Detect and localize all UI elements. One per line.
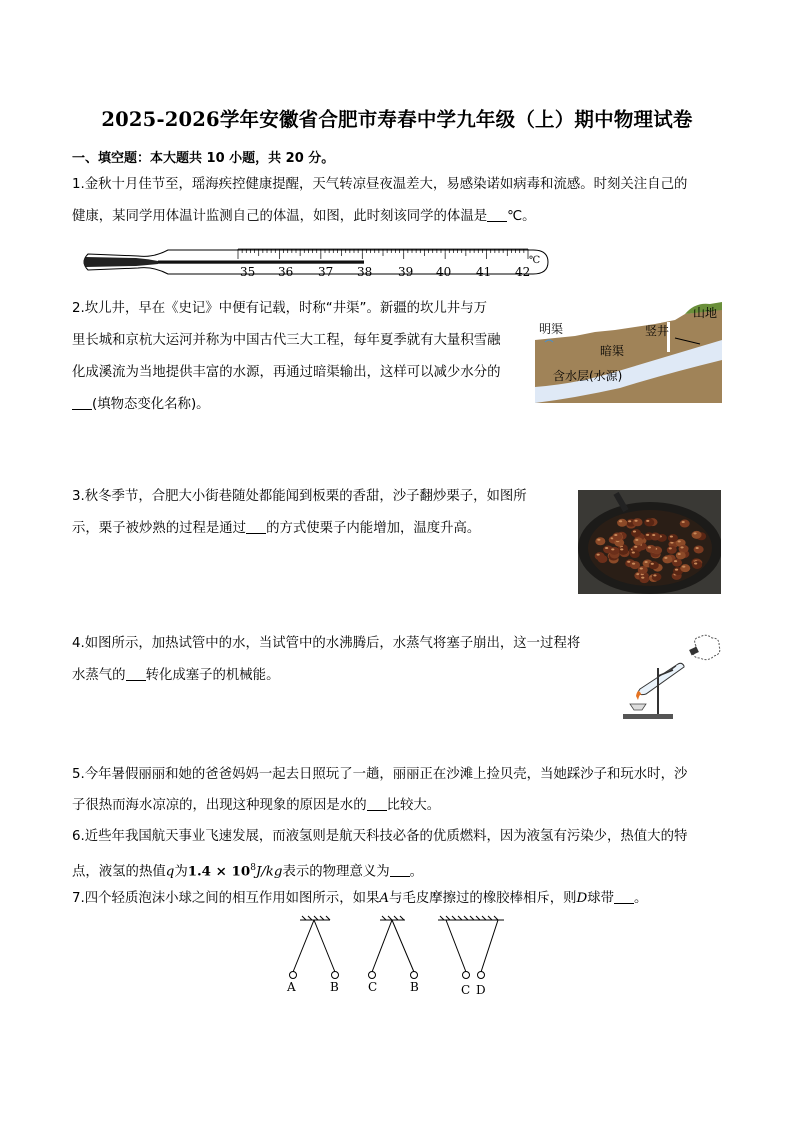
q7-line1 [72, 890, 647, 908]
q3-text-a: 示，栗子被炒熟的过程是通过 [72, 521, 247, 536]
q6-value: 1.4 × 10 [187, 863, 251, 880]
q7-symbol-d: D [576, 891, 588, 906]
q2-line2: 里长城和京杭大运河并称为中国古代三大工程，每年夏季就有大量积雪融 [72, 333, 501, 348]
q5-text-a: 子很热而海水凉凉的，出现这种现象的原因是水的 [72, 798, 367, 813]
q6-line1: 6.近些年我国航天事业飞速发展，而液氢则是航天科技必备的优质燃料，因为液氢有污染少，热值大的特 [72, 829, 688, 844]
page-title: 2025-2026学年安徽省合肥市寿春中学九年级（上）期中物理试卷 [101, 108, 693, 131]
chestnut-drawing [578, 490, 721, 594]
q2-line3: 化成溪流为当地提供丰富的水源，再通过暗渠输出，这样可以减少水分的 [72, 365, 501, 380]
q6-unit: J/kg [255, 864, 283, 880]
q4-line1: 4.如图所示，加热试管中的水，当试管中的水沸腾后，水蒸气将塞子崩出，这一过程将 [72, 636, 581, 651]
label-mingqu: 明渠 [539, 322, 564, 336]
q5-line2 [72, 797, 440, 815]
q6-exponent: 8 [250, 863, 256, 873]
test-tube-drawing [618, 634, 722, 726]
ball-label-b: B [330, 980, 339, 994]
ball-label-a: A [287, 980, 296, 994]
ball-label-c2: C [461, 983, 471, 997]
thermometer-figure [78, 245, 552, 281]
thermo-tick-label: 40 [436, 265, 452, 279]
q4-line2 [72, 667, 279, 685]
thermo-unit: ℃ [529, 255, 541, 266]
q7-text-a: 7.四个轻质泡沫小球之间的相互作用如图所示，如果 [72, 891, 380, 906]
q2-line1: 2.坎儿井，早在《史记》中便有记载，时称“井渠”。新疆的坎儿井与万 [72, 301, 487, 316]
q1-text-b: ℃。 [507, 209, 536, 224]
thermo-tick-label: 41 [476, 265, 492, 279]
label-shujing: 竖井 [645, 324, 670, 338]
q6-answer-blank [390, 863, 410, 877]
q5-text-b: 比较大。 [386, 798, 441, 813]
q7-answer-blank [614, 890, 634, 904]
q1-line2 [72, 208, 536, 226]
q6-symbol-q: q [165, 864, 175, 880]
q7-text-c: 球带 [587, 891, 615, 906]
q3-text-b: 的方式使栗子内能增加，温度升高。 [266, 521, 481, 536]
q3-answer-blank [246, 520, 266, 534]
kanerjing-figure [535, 302, 722, 403]
q5-answer-blank [367, 797, 387, 811]
ball-label-b2: B [410, 980, 419, 994]
q7-text-b: 与毛皮摩擦过的橡胶棒相斥，则 [389, 891, 577, 906]
q7-text-d: 。 [634, 891, 648, 906]
chestnut-photo [578, 490, 721, 594]
thermo-tick-label: 35 [240, 265, 256, 279]
q6-text-b: 为 [174, 864, 188, 880]
q1-line1: 1.金秋十月佳节至，瑶海疾控健康提醒，天气转凉昼夜温差大，易感染诺如病毒和流感。时刻关注自己的 [72, 177, 688, 192]
ball-label-c: C [368, 980, 378, 994]
q4-text-b: 转化成塞子的机械能。 [145, 668, 280, 683]
q6-line2 [72, 859, 423, 881]
thermo-tick-label: 39 [398, 265, 414, 279]
label-hanshuiceng: 含水层(水源) [553, 369, 623, 383]
test-tube-figure [618, 634, 722, 726]
thermo-tick-label: 42 [515, 265, 531, 279]
thermo-tick-label: 37 [318, 265, 334, 279]
q7-symbol-a: A [379, 891, 390, 906]
label-shandi: 山地 [693, 306, 718, 320]
q1-answer-blank [487, 208, 507, 222]
q1-text-a: 健康，某同学用体温计监测自己的体温，如图，此时刻该同学的体温是 [72, 209, 488, 224]
q5-line1: 5.今年暑假丽丽和她的爸爸妈妈一起去日照玩了一趟，丽丽正在沙滩上捡贝壳，当她踩沙子和玩水时，沙 [72, 767, 688, 782]
q2-text: (填物态变化名称)。 [92, 397, 210, 412]
thermo-tick-label: 36 [278, 265, 294, 279]
q4-answer-blank [126, 667, 146, 681]
pith-balls-figure [280, 914, 510, 1000]
q6-text-a: 点，液氢的热值 [72, 864, 166, 880]
ball-label-d: D [476, 983, 486, 997]
section-heading: 一、填空题：本大题共 10 小题，共 20 分。 [72, 151, 335, 166]
label-anqu: 暗渠 [600, 344, 625, 358]
q6-text-c: 表示的物理意义为 [282, 864, 390, 880]
q6-text-d: 。 [409, 864, 424, 880]
q4-text-a: 水蒸气的 [72, 668, 126, 683]
q3-line2 [72, 520, 480, 538]
q2-answer-blank [72, 396, 92, 410]
q2-line4 [72, 396, 210, 414]
thermo-tick-label: 38 [357, 265, 373, 279]
q3-line1: 3.秋冬季节，合肥大小街巷随处都能闻到板栗的香甜，沙子翻炒栗子，如图所 [72, 489, 527, 504]
